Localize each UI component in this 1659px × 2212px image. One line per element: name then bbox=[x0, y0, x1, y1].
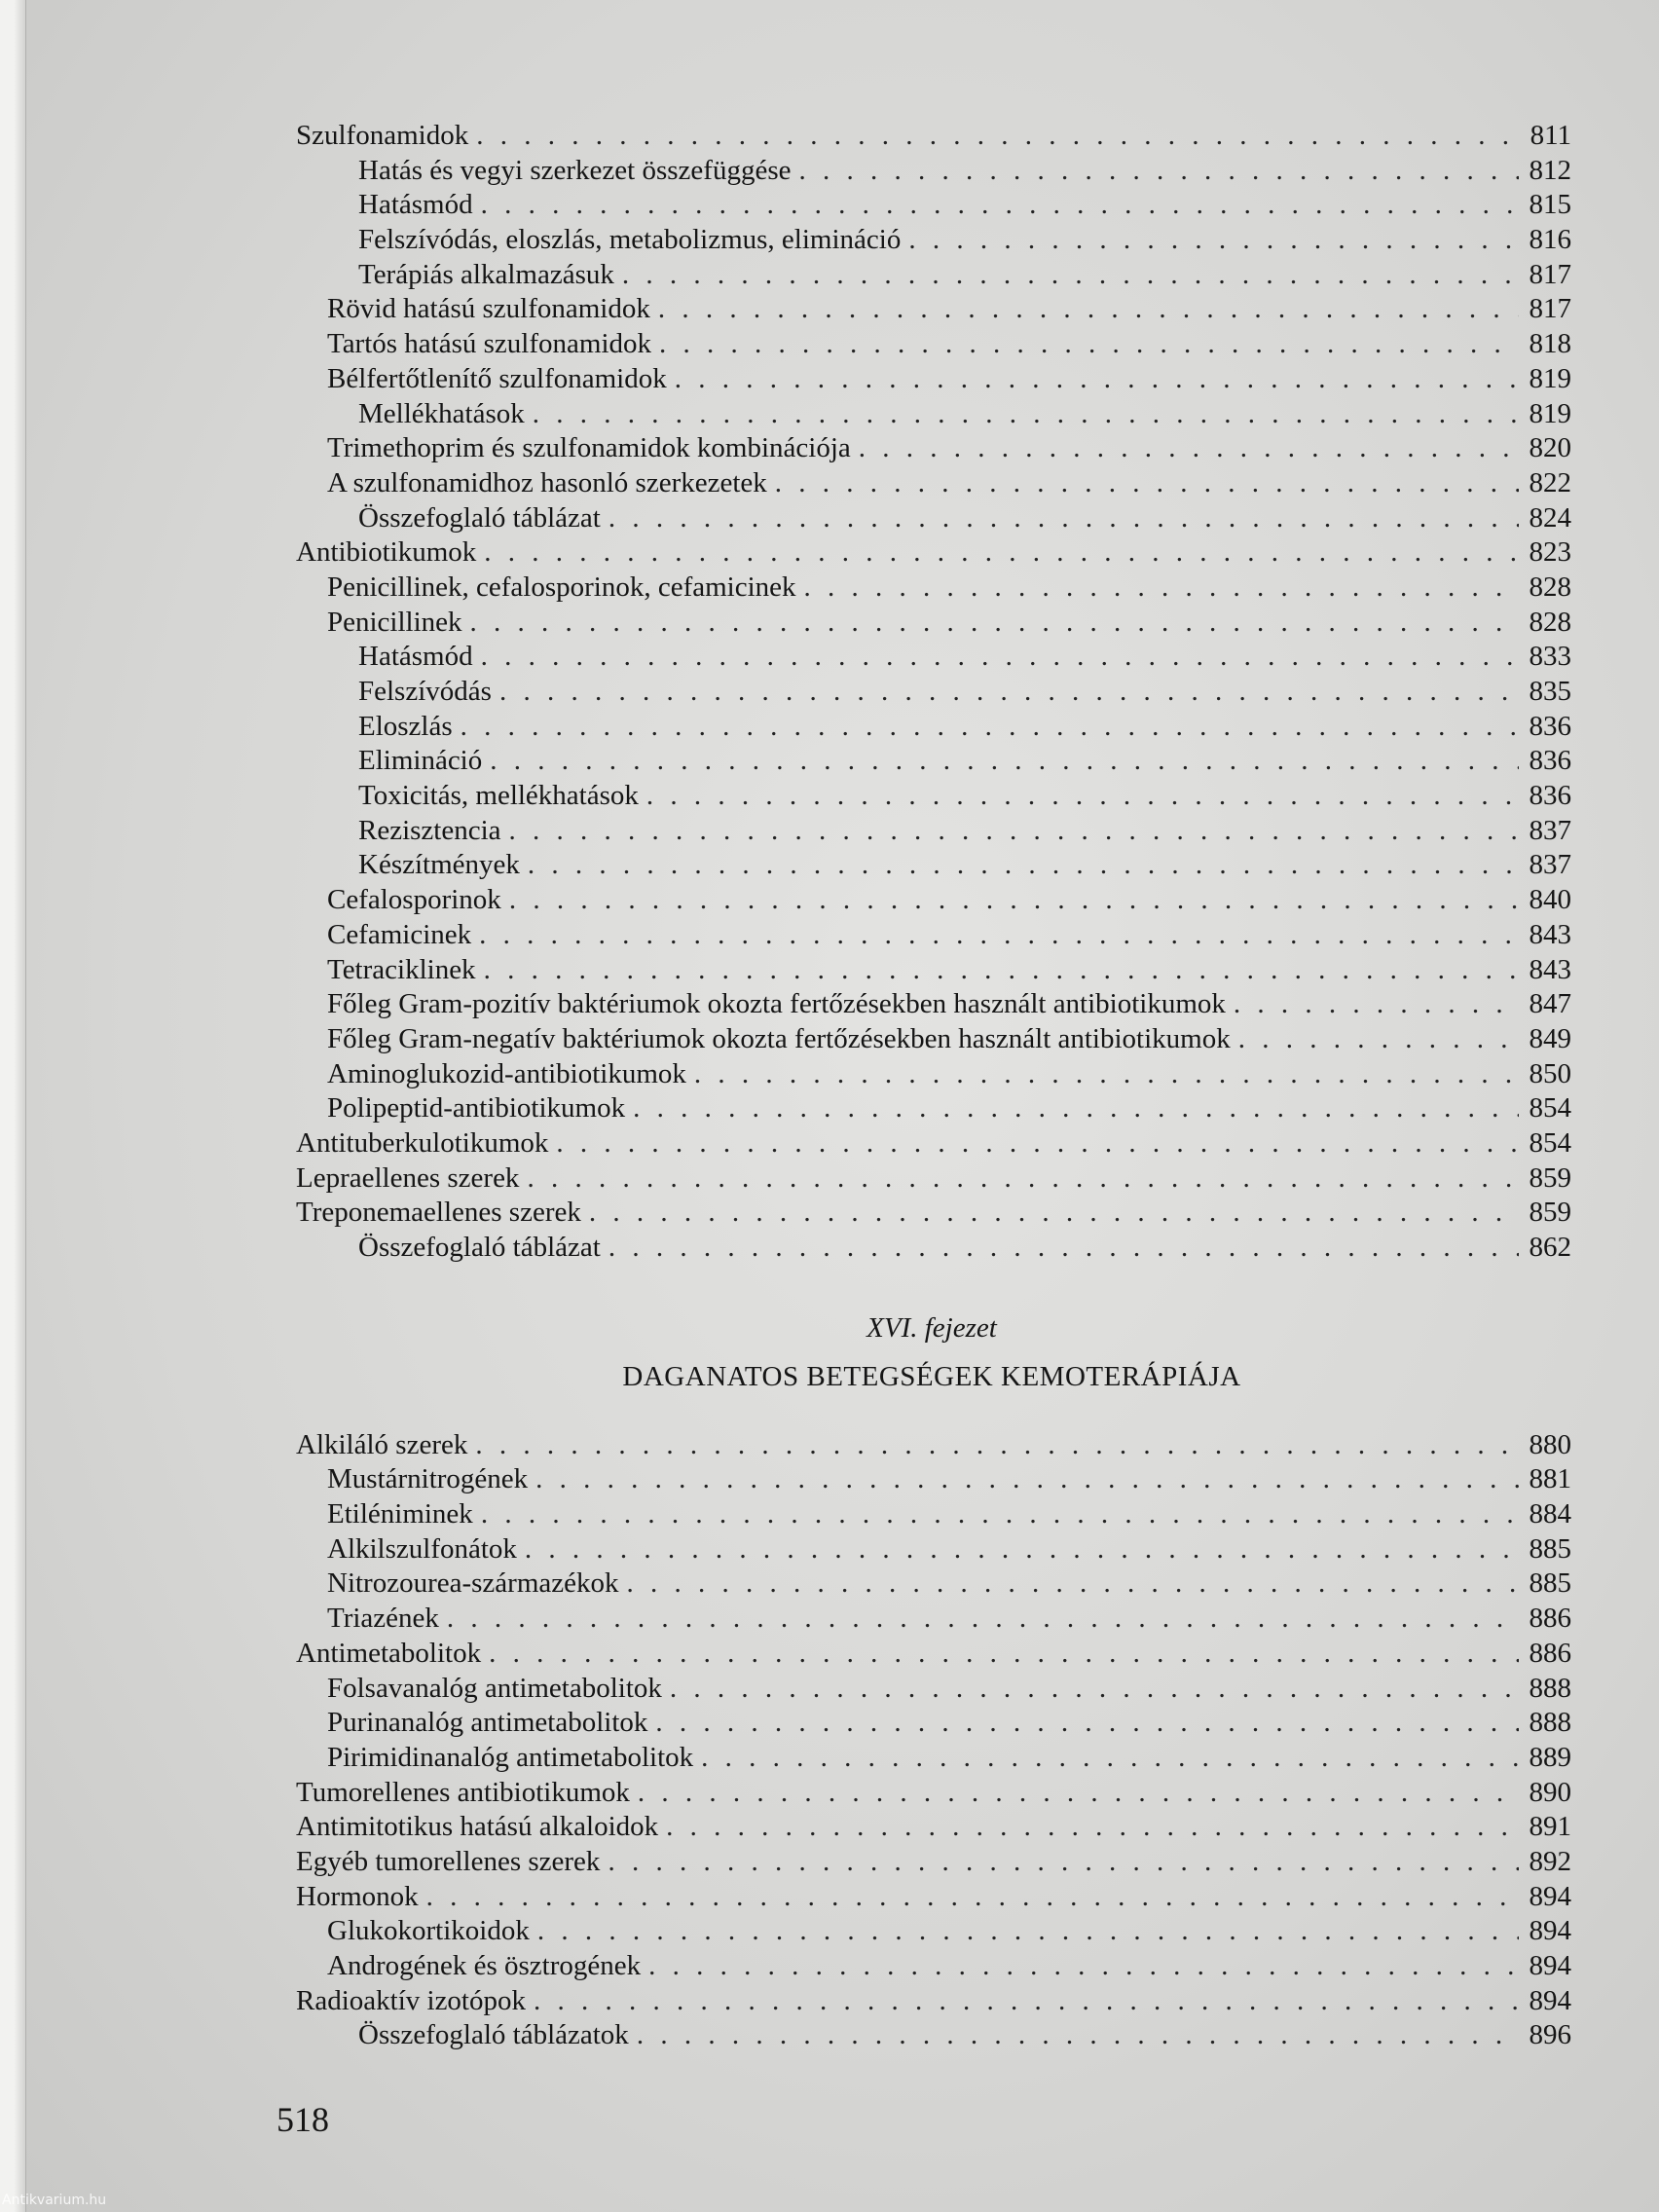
toc-entry-page: 888 bbox=[1529, 1672, 1571, 1704]
toc-entry-title: Mellékhatások bbox=[358, 397, 525, 429]
toc-entry bbox=[292, 119, 1571, 154]
toc-entry-page: 894 bbox=[1529, 1880, 1571, 1912]
toc-entry-title: Szulfonamidok bbox=[296, 120, 469, 151]
toc-entry-page: 819 bbox=[1529, 362, 1571, 394]
table-of-contents bbox=[292, 119, 1571, 2053]
dot-leader bbox=[475, 1428, 1519, 1463]
dot-leader bbox=[648, 1949, 1519, 1984]
toc-entry bbox=[292, 779, 1571, 814]
toc-entry-page: 843 bbox=[1529, 953, 1571, 985]
toc-entry-title: Eloszlás bbox=[358, 710, 453, 742]
toc-entry-page: 817 bbox=[1529, 258, 1571, 290]
dot-leader bbox=[637, 2018, 1519, 2053]
toc-entry-title: Bélfertőtlenítő szulfonamidok bbox=[327, 362, 667, 394]
toc-entry-page: 824 bbox=[1529, 501, 1571, 534]
dot-leader bbox=[426, 1880, 1519, 1915]
dot-leader bbox=[509, 883, 1519, 918]
toc-entry bbox=[292, 223, 1571, 258]
toc-entry-title: Lepraellenes szerek bbox=[296, 1161, 520, 1194]
toc-entry-page: 822 bbox=[1529, 466, 1571, 498]
toc-entry-title: Penicillinek, cefalosporinok, cefamicinek bbox=[327, 571, 796, 603]
toc-entry-title: Cefamicinek bbox=[327, 918, 472, 950]
toc-entry-title: Felszívódás, eloszlás, metabolizmus, elimináció bbox=[358, 224, 902, 256]
toc-entry-page: 891 bbox=[1529, 1811, 1571, 1843]
dot-leader bbox=[666, 1810, 1519, 1845]
dot-leader bbox=[461, 710, 1519, 745]
toc-entry-title: Tetraciklinek bbox=[327, 953, 476, 985]
toc-section-chemotherapy bbox=[292, 1428, 1571, 2053]
dot-leader bbox=[775, 466, 1519, 501]
toc-entry-title: Cefalosporinok bbox=[327, 884, 501, 916]
toc-entry-title: Főleg Gram-pozitív baktériumok okozta fertőzésekben használt antibiotikumok bbox=[327, 988, 1226, 1020]
dot-leader bbox=[701, 1741, 1519, 1776]
dot-leader bbox=[859, 431, 1519, 466]
toc-entry-title: Glukokortikoidok bbox=[327, 1915, 530, 1947]
toc-entry-page: 854 bbox=[1529, 1126, 1571, 1159]
toc-entry-title: Polipeptid-antibiotikumok bbox=[327, 1092, 626, 1124]
dot-leader bbox=[528, 848, 1519, 883]
dot-leader bbox=[633, 1091, 1519, 1126]
toc-entry-title: Antimitotikus hatású alkaloidok bbox=[296, 1811, 659, 1843]
dot-leader bbox=[908, 223, 1519, 258]
toc-entry bbox=[292, 1497, 1571, 1532]
toc-entry-page: 892 bbox=[1529, 1845, 1571, 1877]
dot-leader bbox=[646, 779, 1519, 814]
toc-entry-title: Főleg Gram-negatív baktériumok okozta fertőzésekben használt antibiotikumok bbox=[327, 1022, 1231, 1054]
chapter-heading bbox=[292, 1266, 1571, 1428]
toc-entry-title: Folsavanalóg antimetabolitok bbox=[327, 1672, 662, 1704]
toc-entry bbox=[292, 1091, 1571, 1126]
toc-entry bbox=[292, 431, 1571, 466]
toc-entry bbox=[292, 258, 1571, 293]
toc-entry-page: 850 bbox=[1529, 1057, 1571, 1089]
toc-entry-title: Terápiás alkalmazásuk bbox=[358, 258, 614, 290]
toc-entry-page: 859 bbox=[1529, 1197, 1571, 1229]
toc-entry-page: 886 bbox=[1529, 1637, 1571, 1669]
dot-leader bbox=[484, 535, 1519, 571]
toc-entry-page: 862 bbox=[1529, 1232, 1571, 1263]
chapter-label: XVI. fejezet bbox=[866, 1311, 997, 1344]
toc-entry bbox=[292, 188, 1571, 223]
toc-entry-title: Trimethoprim és szulfonamidok kombinációja bbox=[327, 432, 851, 464]
toc-entry-page: 890 bbox=[1529, 1776, 1571, 1808]
dot-leader bbox=[658, 292, 1519, 327]
toc-entry-page: 823 bbox=[1529, 536, 1571, 569]
dot-leader bbox=[535, 1462, 1519, 1497]
toc-entry bbox=[292, 710, 1571, 745]
toc-entry-title: Aminoglukozid-antibiotikumok bbox=[327, 1057, 686, 1089]
toc-entry-title: Antimetabolitok bbox=[296, 1637, 482, 1669]
toc-entry-page: 880 bbox=[1529, 1428, 1571, 1460]
toc-entry bbox=[292, 1741, 1571, 1776]
toc-entry-title: Etiléniminek bbox=[327, 1498, 473, 1530]
toc-entry bbox=[292, 292, 1571, 327]
toc-entry-page: 849 bbox=[1529, 1022, 1571, 1054]
toc-entry-page: 894 bbox=[1529, 1950, 1571, 1981]
dot-leader bbox=[476, 119, 1519, 154]
toc-entry bbox=[292, 2018, 1571, 2053]
dot-leader bbox=[638, 1776, 1519, 1811]
toc-entry bbox=[292, 362, 1571, 397]
toc-entry bbox=[292, 571, 1571, 606]
toc-entry bbox=[292, 1637, 1571, 1672]
toc-entry-page: 819 bbox=[1529, 397, 1571, 429]
toc-entry-page: 816 bbox=[1529, 224, 1571, 256]
toc-entry bbox=[292, 1532, 1571, 1567]
toc-entry bbox=[292, 848, 1571, 883]
toc-entry bbox=[292, 397, 1571, 432]
toc-entry bbox=[292, 918, 1571, 953]
toc-entry-page: 836 bbox=[1529, 710, 1571, 742]
toc-entry-page: 818 bbox=[1529, 328, 1571, 360]
toc-section-antimicrobials bbox=[292, 119, 1571, 1266]
toc-entry bbox=[292, 1984, 1571, 2019]
dot-leader bbox=[534, 1984, 1519, 2019]
toc-entry bbox=[292, 1196, 1571, 1231]
page-number: 518 bbox=[276, 2100, 329, 2139]
dot-leader bbox=[804, 571, 1519, 606]
dot-leader bbox=[490, 744, 1519, 779]
toc-entry-page: 836 bbox=[1529, 745, 1571, 777]
toc-entry bbox=[292, 606, 1571, 641]
dot-leader bbox=[537, 1914, 1519, 1949]
toc-entry-page: 828 bbox=[1529, 606, 1571, 638]
dot-leader bbox=[670, 1672, 1519, 1707]
dot-leader bbox=[479, 918, 1519, 953]
dot-leader bbox=[675, 362, 1519, 397]
toc-entry-page: 896 bbox=[1529, 2019, 1571, 2051]
toc-entry-title: Androgének és ösztrogének bbox=[327, 1950, 642, 1981]
dot-leader bbox=[589, 1196, 1519, 1231]
dot-leader bbox=[627, 1567, 1519, 1602]
toc-entry-title: Hatás és vegyi szerkezet összefüggése bbox=[358, 154, 792, 186]
dot-leader bbox=[798, 154, 1519, 189]
toc-entry-title: Alkiláló szerek bbox=[296, 1428, 468, 1460]
toc-entry-page: 889 bbox=[1529, 1741, 1571, 1773]
toc-entry bbox=[292, 1672, 1571, 1707]
chapter-title: DAGANATOS BETEGSÉGEK KEMOTERÁPIÁJA bbox=[622, 1360, 1241, 1392]
toc-entry-title: Készítmények bbox=[358, 849, 520, 881]
toc-entry bbox=[292, 953, 1571, 988]
dot-leader bbox=[608, 1845, 1519, 1880]
dot-leader bbox=[525, 1532, 1519, 1567]
toc-entry bbox=[292, 1428, 1571, 1463]
toc-entry-title: Összefoglaló táblázatok bbox=[358, 2019, 629, 2051]
toc-entry bbox=[292, 466, 1571, 501]
dot-leader bbox=[655, 1706, 1519, 1741]
toc-entry-page: 894 bbox=[1529, 1984, 1571, 2016]
watermark: Antikvarium.hu bbox=[2, 2193, 107, 2208]
toc-entry-page: 811 bbox=[1530, 120, 1571, 151]
toc-entry bbox=[292, 1949, 1571, 1984]
dot-leader bbox=[533, 397, 1519, 432]
toc-entry bbox=[292, 1567, 1571, 1602]
dot-leader bbox=[622, 258, 1519, 293]
toc-entry bbox=[292, 1776, 1571, 1811]
toc-entry-title: Egyéb tumorellenes szerek bbox=[296, 1845, 601, 1877]
toc-entry bbox=[292, 1161, 1571, 1197]
toc-entry-page: 837 bbox=[1529, 849, 1571, 881]
toc-entry-title: Összefoglaló táblázat bbox=[358, 1232, 601, 1263]
toc-entry-title: Összefoglaló táblázat bbox=[358, 501, 601, 534]
toc-entry-title: Antituberkulotikumok bbox=[296, 1126, 549, 1159]
toc-entry bbox=[292, 814, 1571, 849]
toc-entry-title: Hormonok bbox=[296, 1880, 419, 1912]
dot-leader bbox=[481, 640, 1519, 675]
toc-entry bbox=[292, 744, 1571, 779]
toc-entry bbox=[292, 501, 1571, 536]
toc-entry-title: Antibiotikumok bbox=[296, 536, 477, 569]
dot-leader bbox=[694, 1057, 1519, 1092]
toc-entry bbox=[292, 1231, 1571, 1266]
dot-leader bbox=[556, 1126, 1519, 1161]
dot-leader bbox=[447, 1602, 1519, 1637]
toc-entry bbox=[292, 535, 1571, 571]
toc-entry-title: Elimináció bbox=[358, 745, 483, 777]
toc-entry bbox=[292, 987, 1571, 1022]
toc-entry-page: 885 bbox=[1529, 1567, 1571, 1600]
toc-entry bbox=[292, 1022, 1571, 1057]
toc-entry-title: Penicillinek bbox=[327, 606, 462, 638]
toc-entry-page: 881 bbox=[1529, 1463, 1571, 1495]
toc-entry-title: Hatásmód bbox=[358, 641, 473, 673]
dot-leader bbox=[1234, 987, 1519, 1022]
toc-entry-page: 835 bbox=[1529, 676, 1571, 707]
toc-entry bbox=[292, 1845, 1571, 1880]
toc-entry-page: 817 bbox=[1529, 293, 1571, 325]
dot-leader bbox=[659, 327, 1519, 362]
dot-leader bbox=[481, 188, 1519, 223]
toc-entry bbox=[292, 154, 1571, 189]
toc-entry-page: 854 bbox=[1529, 1092, 1571, 1124]
toc-entry-page: 837 bbox=[1529, 814, 1571, 846]
toc-entry bbox=[292, 675, 1571, 710]
toc-entry bbox=[292, 1126, 1571, 1161]
toc-entry bbox=[292, 1057, 1571, 1092]
toc-entry-title: A szulfonamidhoz hasonló szerkezetek bbox=[327, 466, 767, 498]
dot-leader bbox=[1238, 1022, 1519, 1057]
toc-entry-page: 888 bbox=[1529, 1707, 1571, 1739]
dot-leader bbox=[484, 953, 1519, 988]
toc-entry-title: Pirimidinanalóg antimetabolitok bbox=[327, 1741, 694, 1773]
toc-entry-page: 833 bbox=[1529, 641, 1571, 673]
toc-entry bbox=[292, 883, 1571, 918]
toc-entry-page: 859 bbox=[1529, 1161, 1571, 1194]
toc-entry-title: Alkilszulfonátok bbox=[327, 1532, 517, 1565]
dot-leader bbox=[608, 1231, 1519, 1266]
toc-entry-title: Nitrozourea-származékok bbox=[327, 1567, 619, 1600]
toc-entry bbox=[292, 1462, 1571, 1497]
toc-entry-title: Treponemaellenes szerek bbox=[296, 1197, 581, 1229]
toc-entry-title: Felszívódás bbox=[358, 676, 492, 707]
dot-leader bbox=[489, 1637, 1519, 1672]
dot-leader bbox=[481, 1497, 1519, 1532]
toc-entry-page: 894 bbox=[1529, 1915, 1571, 1947]
toc-entry-page: 812 bbox=[1529, 154, 1571, 186]
toc-entry-title: Radioaktív izotópok bbox=[296, 1984, 526, 2016]
toc-entry-page: 886 bbox=[1529, 1603, 1571, 1635]
toc-entry-title: Rezisztencia bbox=[358, 814, 501, 846]
toc-entry bbox=[292, 640, 1571, 675]
dot-leader bbox=[527, 1161, 1519, 1197]
toc-entry bbox=[292, 1706, 1571, 1741]
toc-entry-title: Triazének bbox=[327, 1603, 439, 1635]
toc-entry bbox=[292, 1914, 1571, 1949]
toc-entry-page: 843 bbox=[1529, 918, 1571, 950]
toc-entry-page: 840 bbox=[1529, 884, 1571, 916]
dot-leader bbox=[509, 814, 1519, 849]
toc-entry bbox=[292, 1602, 1571, 1637]
toc-entry bbox=[292, 1880, 1571, 1915]
dot-leader bbox=[608, 501, 1519, 536]
toc-entry-page: 815 bbox=[1529, 189, 1571, 221]
dot-leader bbox=[470, 606, 1519, 641]
toc-entry-title: Rövid hatású szulfonamidok bbox=[327, 293, 650, 325]
toc-entry-page: 884 bbox=[1529, 1498, 1571, 1530]
toc-entry-title: Toxicitás, mellékhatások bbox=[358, 780, 639, 812]
toc-entry-page: 885 bbox=[1529, 1532, 1571, 1565]
toc-entry-page: 828 bbox=[1529, 571, 1571, 603]
toc-entry-title: Hatásmód bbox=[358, 189, 473, 221]
toc-entry-title: Purinanalóg antimetabolitok bbox=[327, 1707, 648, 1739]
toc-entry-title: Mustárnitrogének bbox=[327, 1463, 529, 1495]
dot-leader bbox=[499, 675, 1519, 710]
toc-entry-page: 820 bbox=[1529, 432, 1571, 464]
toc-entry-title: Tumorellenes antibiotikumok bbox=[296, 1776, 630, 1808]
toc-entry bbox=[292, 1810, 1571, 1845]
toc-entry-page: 847 bbox=[1529, 988, 1571, 1020]
page-edge bbox=[0, 0, 26, 2212]
toc-entry-title: Tartós hatású szulfonamidok bbox=[327, 328, 652, 360]
toc-entry-page: 836 bbox=[1529, 780, 1571, 812]
toc-entry bbox=[292, 327, 1571, 362]
